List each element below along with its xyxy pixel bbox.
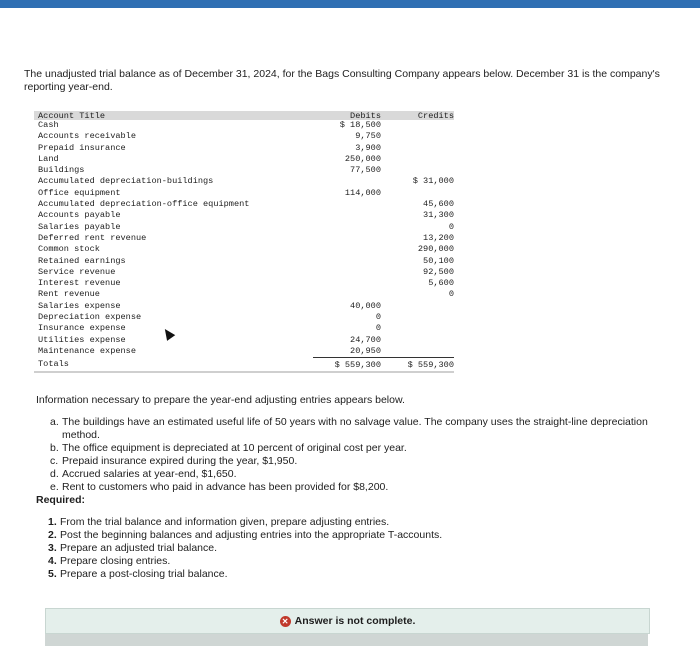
account-title: Utilities expense [38, 334, 126, 345]
account-title: Service revenue [38, 266, 116, 277]
list-item [50, 455, 686, 468]
account-title: Depreciation expense [38, 312, 142, 323]
credit-value: 0 [448, 221, 454, 232]
list-item [50, 468, 686, 481]
credit-value: 0 [448, 289, 454, 300]
debit-value [313, 176, 381, 187]
credit-value: 13,200 [423, 232, 454, 243]
table-row [34, 267, 454, 278]
list-item [50, 416, 686, 442]
requirements-list [36, 516, 686, 581]
account-title: Interest revenue [38, 278, 121, 289]
debit-value [313, 210, 381, 221]
requirement-number: 4. [48, 555, 57, 567]
header-credits: Credits [417, 111, 454, 121]
table-row [34, 176, 454, 187]
totals-row [34, 357, 454, 373]
requirement-text: From the trial balance and information given, prepare adjusting entries. [60, 516, 390, 528]
header-account-title: Account Title [38, 111, 106, 121]
debit-value [313, 267, 381, 278]
credit-value [381, 120, 454, 131]
table-row [34, 233, 454, 244]
table-row [34, 323, 454, 334]
table-row [34, 256, 454, 267]
account-title: Accumulated depreciation-office equipment [38, 199, 250, 210]
debit-value: 20,950 [350, 345, 381, 356]
debit-value: 0 [375, 323, 381, 334]
header-debits: Debits [350, 111, 381, 121]
totals-credit: $ 559,300 [381, 357, 454, 371]
account-title: Deferred rent revenue [38, 232, 147, 243]
debit-value: 3,900 [355, 142, 381, 153]
debit-value: 0 [375, 312, 381, 323]
account-title: Accounts receivable [38, 131, 136, 142]
table-row [34, 335, 454, 346]
trial-balance-table [34, 111, 454, 373]
requirement-text: Post the beginning balances and adjusting entries into the appropriate T-accounts. [60, 529, 443, 541]
table-row [34, 278, 454, 289]
credit-value [381, 312, 454, 323]
answer-status-banner [45, 608, 650, 634]
debit-value [313, 289, 381, 300]
credit-value: 50,100 [423, 255, 454, 266]
adjustment-label: c. [50, 455, 59, 467]
adjustment-text: Accrued salaries at year-end, $1,650. [62, 468, 237, 480]
table-row [34, 131, 454, 142]
requirement-text: Prepare a post-closing trial balance. [60, 568, 228, 580]
adjustment-label: e. [50, 481, 59, 493]
debit-value: 24,700 [350, 334, 381, 345]
credit-value: 5,600 [428, 278, 454, 289]
debit-value: 114,000 [344, 187, 381, 198]
account-title: Prepaid insurance [38, 142, 126, 153]
totals-debit: $ 559,300 [313, 357, 381, 371]
credit-value [381, 188, 454, 199]
totals-label: Totals [38, 359, 69, 370]
table-row [34, 143, 454, 154]
adjusting-info [36, 394, 686, 581]
debit-value: 77,500 [350, 165, 381, 176]
requirement-number: 5. [48, 568, 57, 580]
list-item [48, 568, 686, 581]
table-row [34, 301, 454, 312]
debit-value: 9,750 [355, 131, 381, 142]
trial-balance-header [34, 111, 454, 120]
adjustment-text: The office equipment is depreciated at 10 percent of original cost per year. [62, 442, 407, 454]
credit-value [381, 323, 454, 334]
credit-value [381, 335, 454, 346]
debit-value [313, 256, 381, 267]
table-row [34, 210, 454, 221]
table-row [34, 188, 454, 199]
adjustment-label: b. [50, 442, 59, 454]
requirement-text: Prepare an adjusted trial balance. [60, 542, 218, 554]
account-title: Insurance expense [38, 323, 126, 334]
credit-value: 31,300 [423, 210, 454, 221]
credit-value [381, 301, 454, 312]
credit-value [381, 143, 454, 154]
account-title: Buildings [38, 165, 85, 176]
adjustment-list [36, 416, 686, 494]
table-row [34, 154, 454, 165]
problem-intro: The unadjusted trial balance as of December 31, 2024, for the Bags Consulting Company appears below. December 31 is the company's reporting year-end. [24, 68, 660, 93]
credit-value [381, 131, 454, 142]
credit-value [381, 165, 454, 176]
credit-value: $ 31,000 [412, 176, 454, 187]
adjustment-text: Rent to customers who paid in advance has been provided for $8,200. [62, 481, 389, 493]
debit-value [313, 278, 381, 289]
list-item [48, 542, 686, 555]
list-item [50, 481, 686, 494]
debit-value [313, 199, 381, 210]
list-item [48, 555, 686, 568]
account-title: Accounts payable [38, 210, 121, 221]
account-title: Retained earnings [38, 255, 126, 266]
debit-value [313, 244, 381, 255]
adjustment-label: a. [50, 416, 59, 428]
list-item [50, 442, 686, 455]
table-row [34, 289, 454, 300]
adjustment-text: Prepaid insurance expired during the year, $1,950. [62, 455, 298, 467]
credit-value: 290,000 [417, 244, 454, 255]
account-title: Salaries expense [38, 300, 121, 311]
requirement-number: 2. [48, 529, 57, 541]
requirement-text: Prepare closing entries. [60, 555, 171, 567]
credit-value: 45,600 [423, 199, 454, 210]
debit-value: 40,000 [350, 300, 381, 311]
debit-value [313, 233, 381, 244]
account-title: Maintenance expense [38, 345, 136, 356]
account-title: Rent revenue [38, 289, 100, 300]
list-item [48, 516, 686, 529]
debit-value: $ 18,500 [339, 120, 381, 130]
account-title: Salaries payable [38, 221, 121, 232]
account-title: Office equipment [38, 187, 121, 198]
table-row [34, 244, 454, 255]
required-title: Required: [36, 494, 86, 506]
table-row [34, 312, 454, 323]
adjustment-text: The buildings have an estimated useful life of 50 years with no salvage value. The company uses the straight-line depreciation method. [62, 416, 648, 441]
adjustment-label: d. [50, 468, 59, 480]
list-item [48, 529, 686, 542]
table-row [34, 222, 454, 233]
table-row [34, 199, 454, 210]
requirement-number: 3. [48, 542, 57, 554]
requirement-number: 1. [48, 516, 57, 528]
table-row [34, 165, 454, 176]
table-row [34, 120, 454, 131]
debit-value [313, 222, 381, 233]
credit-value [381, 346, 454, 357]
account-title: Accumulated depreciation-buildings [38, 176, 214, 187]
account-title: Cash [38, 120, 59, 130]
table-row [34, 346, 454, 357]
credit-value [381, 154, 454, 165]
info-intro: Information necessary to prepare the year-end adjusting entries appears below. [36, 394, 405, 406]
answer-status-text: Answer is not complete. [294, 615, 416, 627]
account-title: Common stock [38, 244, 100, 255]
top-bar [0, 0, 700, 8]
account-title: Land [38, 153, 59, 164]
error-x-icon: ✕ [280, 616, 291, 627]
answer-tabs-strip[interactable] [45, 634, 648, 646]
debit-value: 250,000 [344, 153, 381, 164]
credit-value: 92,500 [423, 266, 454, 277]
